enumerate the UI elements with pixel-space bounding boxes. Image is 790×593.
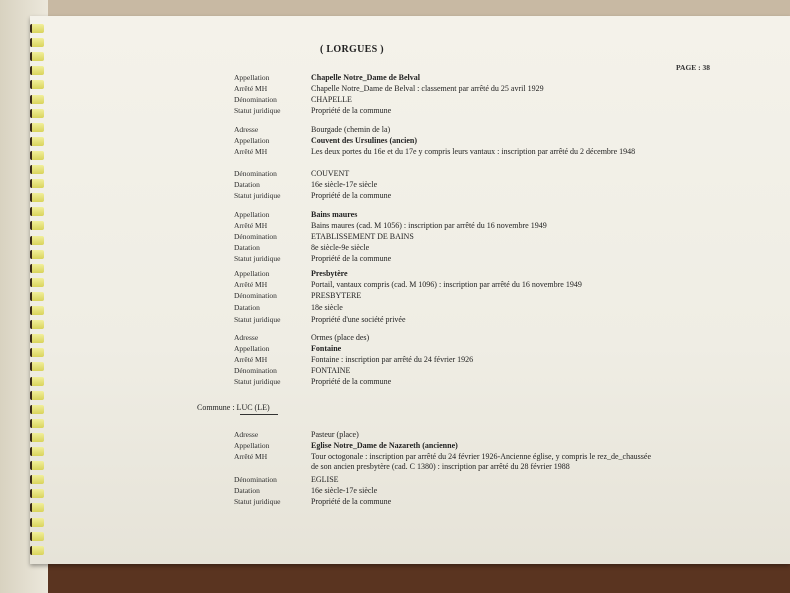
field-value: PRESBYTERE bbox=[311, 291, 362, 300]
binding-coil bbox=[30, 489, 44, 498]
field-label: Dénomination bbox=[234, 291, 277, 300]
field-value: Bains maures bbox=[311, 210, 358, 219]
binding-coil bbox=[30, 179, 44, 188]
field-label: Statut juridique bbox=[234, 106, 281, 115]
binding-coil bbox=[30, 66, 44, 75]
binding-coil bbox=[30, 52, 44, 61]
field-label: Arrêté MH bbox=[234, 452, 268, 461]
field-label: Appellation bbox=[234, 441, 270, 450]
field-value: Chapelle Notre_Dame de Belval : classement par arrêté du 25 avril 1929 bbox=[311, 84, 544, 93]
field-label: Adresse bbox=[234, 333, 259, 342]
field-label: Arrêté MH bbox=[234, 147, 268, 156]
field-label: Adresse bbox=[234, 125, 259, 134]
field-label: Statut juridique bbox=[234, 191, 281, 200]
field-label: Datation bbox=[234, 180, 260, 189]
field-value: Propriété d'une société privée bbox=[311, 315, 406, 324]
field-value: Tour octogonale : inscription par arrêté du 24 février 1926-Ancienne église, y compris le rez_de_chaussée de son ancien presbytère (cad. C 1380) : inscription par arrêté du 28 février 1988 bbox=[311, 452, 651, 471]
field-label: Appellation bbox=[234, 73, 270, 82]
binding-coil bbox=[30, 292, 44, 301]
field-value: COUVENT bbox=[311, 169, 350, 178]
field-label: Dénomination bbox=[234, 232, 277, 241]
binding-coil bbox=[30, 518, 44, 527]
field-label: Adresse bbox=[234, 430, 259, 439]
field-label: Datation bbox=[234, 303, 260, 312]
field-value: Pasteur (place) bbox=[311, 430, 359, 439]
field-label: Dénomination bbox=[234, 366, 277, 375]
background-bottom bbox=[0, 560, 790, 593]
binding-coil bbox=[30, 193, 44, 202]
binding-coil bbox=[30, 461, 44, 470]
page-number: PAGE : 38 bbox=[676, 63, 711, 72]
field-label: Appellation bbox=[234, 344, 270, 353]
commune-underline bbox=[240, 414, 278, 415]
field-label: Appellation bbox=[234, 269, 270, 278]
spiral-binding bbox=[30, 24, 44, 564]
field-value: Fontaine bbox=[311, 344, 342, 353]
field-label: Appellation bbox=[234, 210, 270, 219]
field-label: Appellation bbox=[234, 136, 270, 145]
field-label: Datation bbox=[234, 243, 260, 252]
field-value: Propriété de la commune bbox=[311, 191, 392, 200]
binding-coil bbox=[30, 419, 44, 428]
field-value: 16e siècle-17e siècle bbox=[311, 486, 378, 495]
field-value: 8e siècle-9e siècle bbox=[311, 243, 370, 252]
binding-coil bbox=[30, 264, 44, 273]
field-value: Les deux portes du 16e et du 17e y compris leurs vantaux : inscription par arrêté du 2 décembre 1948 bbox=[311, 147, 636, 156]
field-value: 16e siècle-17e siècle bbox=[311, 180, 378, 189]
field-value: Propriété de la commune bbox=[311, 254, 392, 263]
field-label: Statut juridique bbox=[234, 315, 281, 324]
field-label: Statut juridique bbox=[234, 377, 281, 386]
binding-coil bbox=[30, 236, 44, 245]
field-value: 18e siècle bbox=[311, 303, 343, 312]
binding-coil bbox=[30, 250, 44, 259]
field-value: ETABLISSEMENT DE BAINS bbox=[311, 232, 414, 241]
field-value: Ormes (place des) bbox=[311, 333, 370, 342]
binding-coil bbox=[30, 95, 44, 104]
field-value: Bains maures (cad. M 1056) : inscription par arrêté du 16 novembre 1949 bbox=[311, 221, 547, 230]
field-value: FONTAINE bbox=[311, 366, 351, 375]
field-value: CHAPELLE bbox=[311, 95, 352, 104]
field-value: Propriété de la commune bbox=[311, 106, 392, 115]
binding-coil bbox=[30, 546, 44, 555]
field-value: Fontaine : inscription par arrêté du 24 février 1926 bbox=[311, 355, 474, 364]
binding-coil bbox=[30, 377, 44, 386]
page-title: ( LORGUES ) bbox=[320, 44, 384, 55]
field-label: Arrêté MH bbox=[234, 280, 268, 289]
field-label: Dénomination bbox=[234, 95, 277, 104]
document-page bbox=[30, 16, 790, 564]
field-label: Arrêté MH bbox=[234, 84, 268, 93]
binding-coil bbox=[30, 405, 44, 414]
binding-coil bbox=[30, 278, 44, 287]
field-label: Statut juridique bbox=[234, 497, 281, 506]
binding-coil bbox=[30, 123, 44, 132]
binding-coil bbox=[30, 207, 44, 216]
binding-coil bbox=[30, 348, 44, 357]
field-label: Datation bbox=[234, 486, 260, 495]
field-label: Arrêté MH bbox=[234, 221, 268, 230]
field-label: Dénomination bbox=[234, 169, 277, 178]
field-value: Propriété de la commune bbox=[311, 497, 392, 506]
binding-coil bbox=[30, 391, 44, 400]
field-value: Presbytère bbox=[311, 269, 348, 278]
binding-coil bbox=[30, 532, 44, 541]
binding-coil bbox=[30, 362, 44, 371]
binding-coil bbox=[30, 306, 44, 315]
binding-coil bbox=[30, 433, 44, 442]
field-value: Eglise Notre_Dame de Nazareth (ancienne) bbox=[311, 441, 458, 450]
binding-coil bbox=[30, 38, 44, 47]
field-value: Bourgade (chemin de la) bbox=[311, 125, 391, 134]
field-value: Couvent des Ursulines (ancien) bbox=[311, 136, 418, 145]
binding-coil bbox=[30, 221, 44, 230]
field-value: EGLISE bbox=[311, 475, 339, 484]
binding-coil bbox=[30, 503, 44, 512]
field-label: Statut juridique bbox=[234, 254, 281, 263]
binding-coil bbox=[30, 80, 44, 89]
field-value: Chapelle Notre_Dame de Belval bbox=[311, 73, 420, 82]
binding-coil bbox=[30, 447, 44, 456]
binding-coil bbox=[30, 320, 44, 329]
binding-coil bbox=[30, 475, 44, 484]
field-value: Propriété de la commune bbox=[311, 377, 392, 386]
field-label: Dénomination bbox=[234, 475, 277, 484]
binding-coil bbox=[30, 165, 44, 174]
field-value: Portail, vantaux compris (cad. M 1096) : inscription par arrêté du 16 novembre 1949 bbox=[311, 280, 582, 289]
binding-coil bbox=[30, 151, 44, 160]
commune-heading: Commune : LUC (LE) bbox=[197, 403, 270, 412]
binding-coil bbox=[30, 334, 44, 343]
field-label: Arrêté MH bbox=[234, 355, 268, 364]
binding-coil bbox=[30, 24, 44, 33]
binding-coil bbox=[30, 109, 44, 118]
binding-coil bbox=[30, 137, 44, 146]
